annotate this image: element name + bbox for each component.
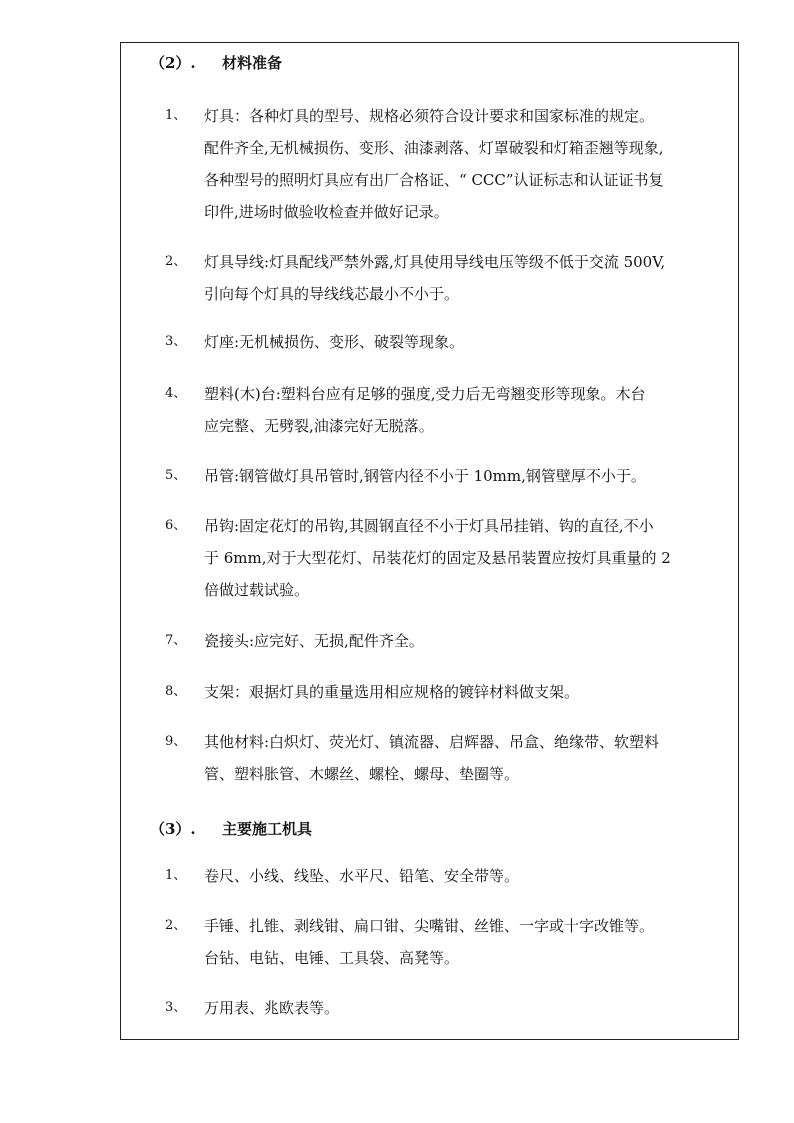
item-line: 于 6mm,对于大型花灯、吊装花灯的固定及悬吊装置应按灯具重量的 2 [204, 549, 671, 567]
list-item [165, 910, 735, 974]
list-item [165, 992, 735, 1024]
item-number: 5、 [165, 468, 187, 483]
list-item [165, 326, 735, 358]
section-title: 主要施工机具 [222, 820, 313, 838]
item-line: 塑料(木)台:塑料台应有足够的强度,受力后无弯翘变形等现象。木台 [204, 385, 646, 403]
list-item [165, 378, 735, 442]
item-line: 应完整、无劈裂,油漆完好无脱落。 [204, 417, 434, 435]
list-item [165, 676, 735, 708]
item-line: 手锤、扎锥、剥线钳、扁口钳、尖嘴钳、丝锥、一字或十字改锥等。 [204, 917, 655, 935]
item-number: 7、 [165, 633, 187, 648]
item-number: 2、 [165, 918, 187, 933]
section-heading-tools [150, 818, 312, 839]
list-item [165, 625, 735, 657]
item-number: 1、 [165, 108, 187, 123]
section-number: （3）. [150, 820, 196, 838]
item-number: 3、 [165, 334, 187, 349]
item-line: 倍做过载试验。 [204, 581, 310, 599]
item-number: 9、 [165, 734, 187, 749]
section-heading-materials [150, 52, 282, 73]
list-item [165, 460, 735, 492]
item-line: 灯具：各种灯具的型号、规格必须符合设计要求和国家标准的规定。 [204, 107, 655, 125]
item-line: 配件齐全,无机械损伤、变形、油漆剥落、灯罩破裂和灯箱歪翘等现象, [204, 139, 664, 157]
list-item [165, 100, 735, 228]
list-item [165, 726, 735, 790]
item-line: 瓷接头:应完好、无损,配件齐全。 [204, 632, 424, 650]
item-line: 万用表、兆欧表等。 [204, 999, 340, 1017]
list-item [165, 246, 735, 310]
item-line: 引向每个灯具的导线线芯最小不小于。 [204, 285, 460, 303]
section-number: （2）. [150, 54, 196, 72]
item-line: 印件,进场时做验收检查并做好记录。 [204, 203, 449, 221]
item-number: 4、 [165, 386, 187, 401]
item-line: 台钻、电钻、电锤、工具袋、高凳等。 [204, 949, 460, 967]
item-line: 管、塑料胀管、木螺丝、螺栓、螺母、垫圈等。 [204, 765, 520, 783]
item-line: 吊管:钢管做灯具吊管时,钢管内径不小于 10mm,钢管壁厚不小于。 [204, 467, 646, 485]
item-number: 3、 [165, 1000, 187, 1015]
item-line: 吊钩:固定花灯的吊钩,其圆钢直径不小于灯具吊挂销、钩的直径,不小 [204, 517, 654, 535]
item-number: 6、 [165, 518, 187, 533]
item-line: 灯具导线:灯具配线严禁外露,灯具使用导线电压等级不低于交流 500V, [204, 253, 666, 271]
section-title: 材料准备 [222, 54, 283, 72]
item-number: 8、 [165, 684, 187, 699]
item-line: 支架：艰据灯具的重量选用相应规格的镀锌材料做支架。 [204, 683, 580, 701]
item-line: 卷尺、小线、线坠、水平尺、铅笔、安全带等。 [204, 867, 520, 885]
list-item [165, 860, 735, 892]
item-line: 各种型号的照明灯具应有出厂合格证、“ CCC”认证标志和认证证书复 [204, 171, 664, 189]
list-item [165, 510, 735, 606]
item-line: 灯座:无机械损伤、变形、破裂等现象。 [204, 333, 465, 351]
item-number: 2、 [165, 254, 187, 269]
item-number: 1、 [165, 868, 187, 883]
item-line: 其他材料:白炽灯、荧光灯、镇流器、启辉器、吊盒、绝缘带、软塑料 [204, 733, 660, 751]
